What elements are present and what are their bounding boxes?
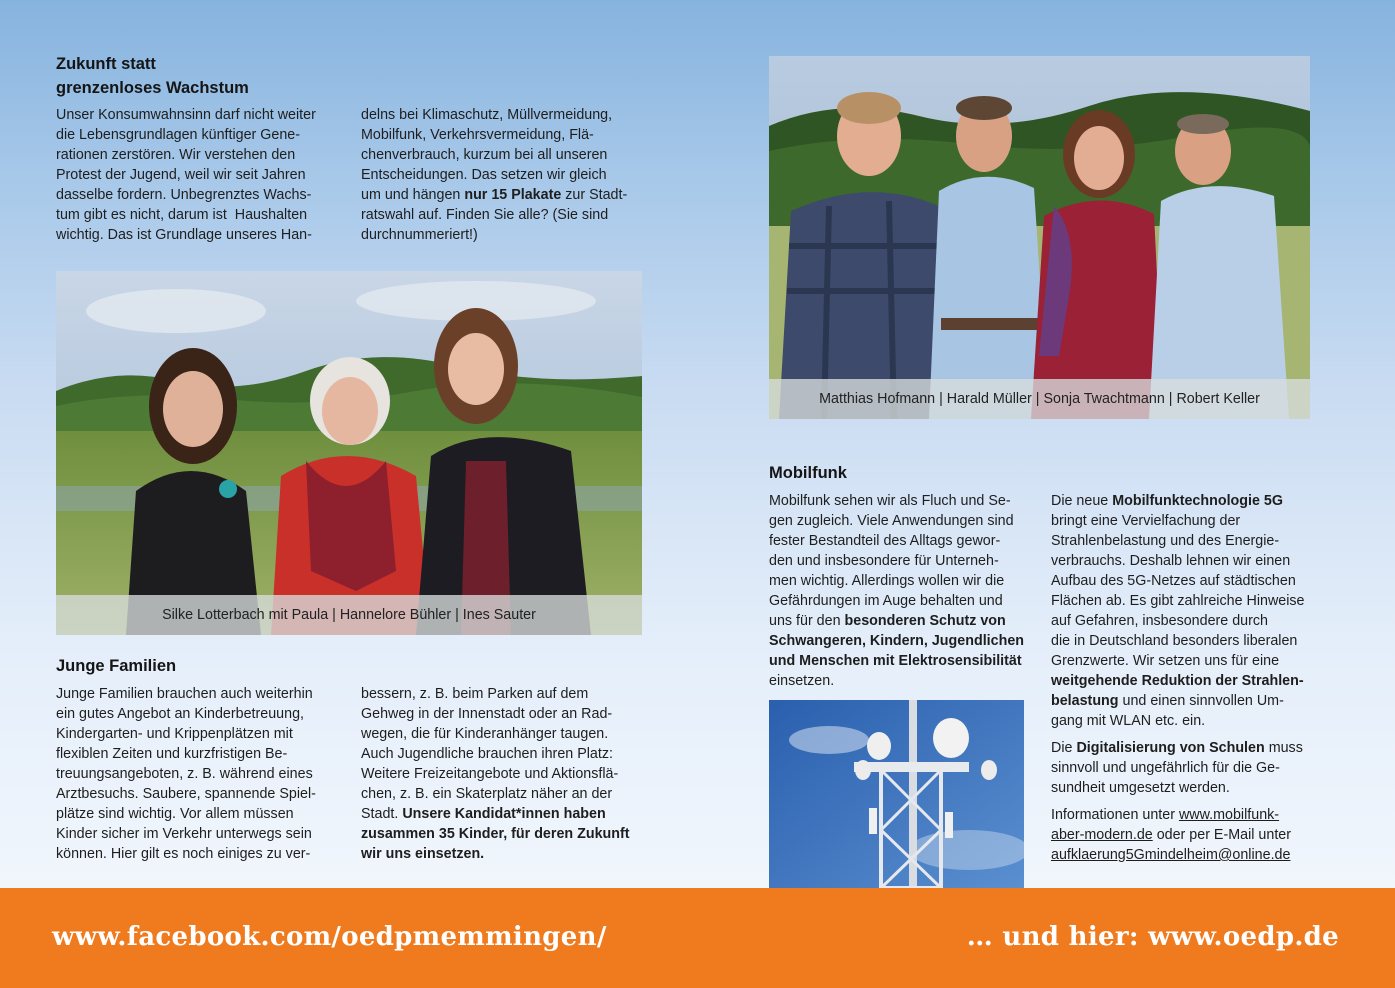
- text-line: Weitere Freizeitangebote und Aktionsflä-: [361, 766, 619, 782]
- photo-caption: Matthias Hofmann | Harald Müller | Sonja Twachtmann | Robert Keller: [769, 379, 1310, 419]
- text-line: die Lebensgrundlagen künftiger Gene-: [56, 127, 301, 143]
- text-line: [361, 185, 651, 205]
- paragraph-digitalisierung: [1051, 738, 1331, 798]
- text-line: treuungsangeboten, z. B. während eines: [56, 766, 313, 782]
- text-line: [769, 611, 1039, 631]
- mobilfunk-column-2: [1051, 491, 1331, 872]
- text-line: dasselbe fordern. Unbegrenztes Wachs-: [56, 187, 312, 203]
- text-span: und einen sinnvollen Um-: [1118, 693, 1284, 709]
- familien-column-2: [361, 684, 651, 864]
- text-line: Entscheidungen. Das setzen wir gleich: [361, 167, 607, 183]
- section-heading-junge-familien: Junge Familien: [56, 657, 177, 675]
- text-line: rationen zerstören. Wir verstehen den: [56, 147, 296, 163]
- bold-text: Schwangeren, Kindern, Jugendlichen: [769, 633, 1025, 649]
- text-span: Informationen unter: [1051, 807, 1179, 823]
- text-line: delns bei Klimaschutz, Müllvermeidung,: [361, 107, 613, 123]
- footer-banner: [0, 888, 1395, 988]
- section-heading-mobilfunk: Mobilfunk: [769, 464, 847, 482]
- photo-caption: Silke Lotterbach mit Paula | Hannelore Bühler | Ines Sauter: [56, 595, 642, 635]
- text-line: Gefährdungen im Auge behalten und: [769, 593, 1003, 609]
- oedp-website-link[interactable]: … und hier: www.oedp.de: [966, 922, 1339, 952]
- text-line: können. Hier gilt es noch einiges zu ver-: [56, 846, 311, 862]
- text-line: sinnvoll und ungefährlich für die Ge-: [1051, 760, 1280, 776]
- text-line: Auch Jugendliche brauchen ihren Platz:: [361, 746, 613, 762]
- text-line: wichtig. Das ist Grundlage unseres Han-: [56, 227, 312, 243]
- text-line: [1051, 691, 1331, 711]
- facebook-link[interactable]: www.facebook.com/oedpmemmingen/: [52, 922, 607, 952]
- text-line: [361, 844, 651, 864]
- photo-illustration: [769, 56, 1310, 419]
- bold-text: Mobilfunktechnologie 5G: [1112, 493, 1283, 509]
- mobilfunk-website-link[interactable]: aber-modern.de: [1051, 827, 1153, 843]
- bold-text: wir uns einsetzen.: [361, 846, 485, 862]
- text-span: Die: [1051, 740, 1077, 756]
- text-line: Gehweg in der Innenstadt oder an Rad-: [361, 706, 613, 722]
- bold-text: und Menschen mit Elektrosensibilität: [769, 653, 1022, 669]
- text-line: Grenzwerte. Wir setzen uns für eine: [1051, 653, 1280, 669]
- text-line: Kinder sicher im Verkehr unterwegs sein: [56, 826, 312, 842]
- text-line: tum gibt es nicht, darum ist Haushalten: [56, 207, 308, 223]
- text-line: Strahlenbelastung und des Energie-: [1051, 533, 1280, 549]
- text-line: den und insbesondere für Unterneh-: [769, 553, 999, 569]
- text-line: Protest der Jugend, weil wir seit Jahren: [56, 167, 306, 183]
- photo-illustration: [56, 271, 642, 635]
- text-line: Unser Konsumwahnsinn darf nicht weiter: [56, 107, 316, 123]
- familien-column-1: [56, 684, 351, 864]
- text-line: sundheit umgesetzt werden.: [1051, 780, 1230, 796]
- text-line: [769, 651, 1039, 671]
- text-span: muss: [1264, 740, 1303, 756]
- text-line: [1051, 825, 1331, 845]
- text-line: chen, z. B. ein Skaterplatz näher an der: [361, 786, 613, 802]
- text-line: wegen, die für Kinderanhänger taugen.: [361, 726, 609, 742]
- bold-plakate: nur 15 Plakate: [464, 187, 562, 203]
- antenna-photo: [769, 700, 1024, 888]
- text-line: bessern, z. B. beim Parken auf dem: [361, 686, 589, 702]
- paragraph-informationen: [1051, 805, 1331, 865]
- text-span: Stadt.: [361, 806, 403, 822]
- text-line: Aufbau des 5G-Netzes auf städtischen: [1051, 573, 1296, 589]
- heading-line-2: grenzenloses Wachstum: [56, 79, 249, 97]
- text-line: ratswahl auf. Finden Sie alle? (Sie sind: [361, 207, 609, 223]
- text-span: Die neue: [1051, 493, 1113, 509]
- email-link[interactable]: aufklaerung5Gmindelheim@online.de: [1051, 847, 1291, 863]
- text-line: Kindergarten- und Krippenplätzen mit: [56, 726, 293, 742]
- zukunft-column-2: [361, 105, 651, 245]
- group-photo-women: [56, 271, 642, 635]
- text-line: [769, 631, 1039, 651]
- text-line: verbrauchs. Deshalb lehnen wir einen: [1051, 553, 1291, 569]
- bold-text: weitgehende Reduktion der Strahlen-: [1051, 673, 1304, 689]
- text-line: men wichtig. Allerdings wollen wir die: [769, 573, 1005, 589]
- group-photo-candidates: [769, 56, 1310, 419]
- paragraph-5g: [1051, 491, 1331, 731]
- text-span: uns für den: [769, 613, 845, 629]
- text-span: um und hängen: [361, 187, 465, 203]
- text-line: [361, 824, 651, 844]
- antenna-illustration: [769, 700, 1024, 888]
- text-line: einsetzen.: [769, 673, 835, 689]
- text-line: [1051, 491, 1331, 511]
- zukunft-column-1: [56, 105, 351, 245]
- text-line: Arztbesuchs. Saubere, spannende Spiel-: [56, 786, 316, 802]
- text-line: [1051, 805, 1331, 825]
- text-span: oder per E-Mail unter: [1152, 827, 1291, 843]
- text-line: [361, 804, 651, 824]
- text-line: durchnummeriert!): [361, 227, 478, 243]
- bold-text: Unsere Kandidat*innen haben: [402, 806, 606, 822]
- text-line: Mobilfunk sehen wir als Fluch und Se-: [769, 493, 1011, 509]
- text-line: ein gutes Angebot an Kinderbetreuung,: [56, 706, 305, 722]
- heading-line-1: Zukunft statt: [56, 55, 156, 73]
- text-line: [1051, 738, 1331, 758]
- bold-text: Digitalisierung von Schulen: [1076, 740, 1265, 756]
- text-line: bringt eine Vervielfachung der: [1051, 513, 1241, 529]
- section-heading-zukunft: [56, 52, 249, 100]
- text-line: gang mit WLAN etc. ein.: [1051, 713, 1206, 729]
- text-line: gen zugleich. Viele Anwendungen sind: [769, 513, 1014, 529]
- bold-text: besonderen Schutz von: [844, 613, 1006, 629]
- text-line: fester Bestandteil des Alltags gewor-: [769, 533, 1001, 549]
- bold-text: zusammen 35 Kinder, für deren Zukunft: [361, 826, 630, 842]
- text-line: Mobilfunk, Verkehrsvermeidung, Flä-: [361, 127, 594, 143]
- mobilfunk-website-link[interactable]: www.mobilfunk-: [1178, 807, 1280, 823]
- text-line: Junge Familien brauchen auch weiterhin: [56, 686, 313, 702]
- text-line: plätze sind wichtig. Vor allem müssen: [56, 806, 294, 822]
- text-line: chenverbrauch, kurzum bei all unseren: [361, 147, 608, 163]
- text-line: die in Deutschland besonders liberalen: [1051, 633, 1298, 649]
- text-line: flexiblen Zeiten und kurzfristigen Be-: [56, 746, 288, 762]
- bold-text: belastung: [1051, 693, 1119, 709]
- text-span: zur Stadt-: [561, 187, 628, 203]
- text-line: auf Gefahren, insbesondere durch: [1051, 613, 1268, 629]
- text-line: Flächen ab. Es gibt zahlreiche Hinweise: [1051, 593, 1305, 609]
- mobilfunk-column-1: [769, 491, 1039, 691]
